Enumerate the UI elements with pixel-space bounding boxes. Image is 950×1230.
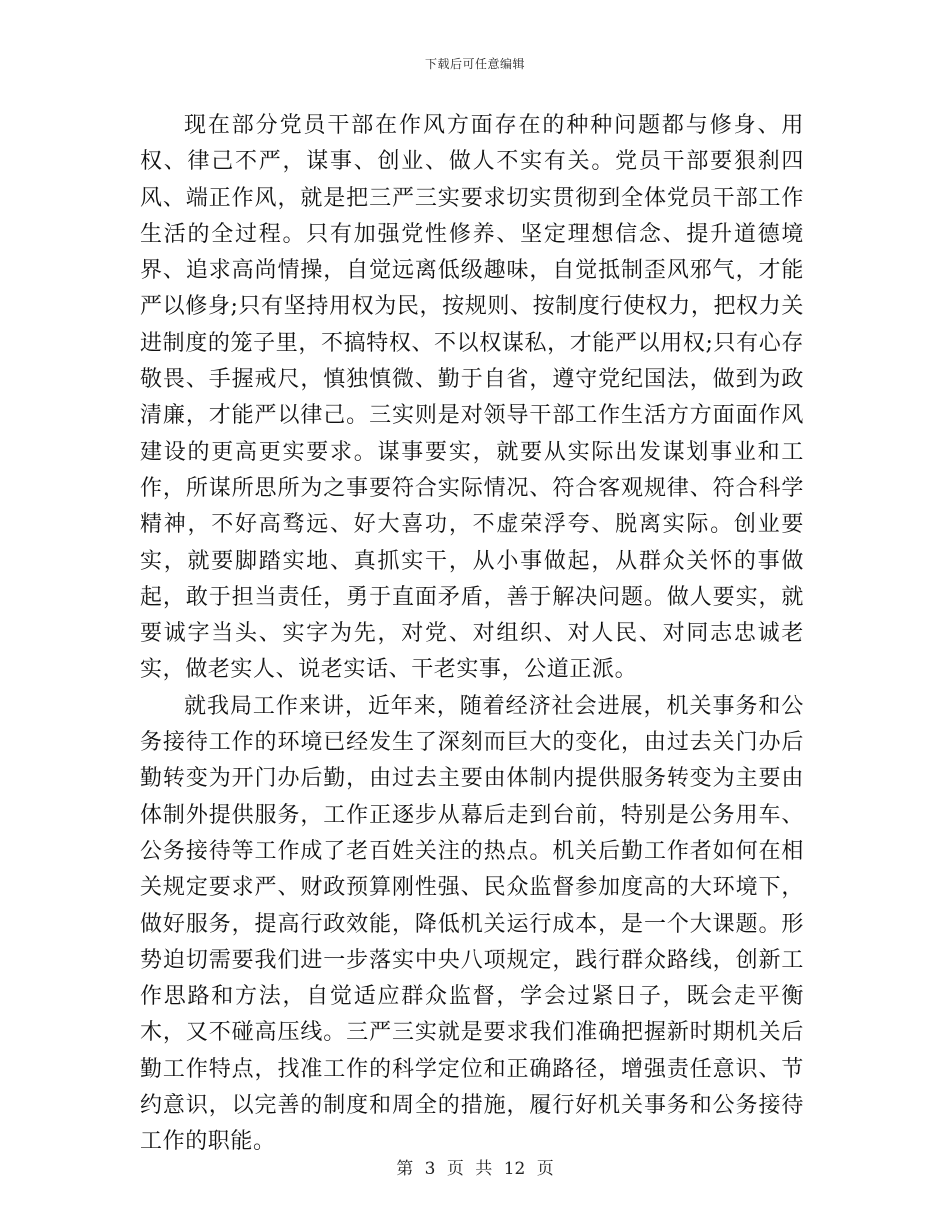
paragraph: 就我局工作来讲，近年来，随着经济社会进展，机关事务和公务接待工作的环境已经发生了深刻而巨大的变化，由过去关门办后勤转变为开门办后勤，由过去主要由体制内提供服务转变为主要由体制外提供服务，工作正逐步从幕后走到台前，特别是公务用车、公务接待等工作成了老百姓关注的热点。机关后勤工作者如何在相关规定要求严、财政预算刚性强、民众监督参加度高的大环境下，做好服务，提高行政效能，降低机关运行成本，是一个大课题。形势迫切需要我们进一步落实中央八项规定，践行群众路线，创新工作思路和方法，自觉适应群众监督，学会过紧日子，既会走平衡木，又不碰高压线。三严三实就是要求我们准确把握新时期机关后勤工作特点，找准工作的科学定位和正确路径，增强责任意识、节约意识，以完善的制度和周全的措施，履行好机关事务和公务接待工作的职能。 (140, 693, 804, 1155)
page-header-note: 下载后可任意编辑 (424, 57, 525, 71)
document-body (140, 108, 804, 1161)
page-number-footer: 第 3 页 共 12 页 (396, 1159, 554, 1179)
paragraph: 现在部分党员干部在作风方面存在的种种问题都与修身、用权、律己不严，谋事、创业、做人不实有关。党员干部要狠刹四风、端正作风，就是把三严三实要求切实贯彻到全体党员干部工作生活的全过程。只有加强党性修养、坚定理想信念、提升道德境界、追求高尚情操，自觉远离低级趣味，自觉抵制歪风邪气，才能严以修身;只有坚持用权为民，按规则、按制度行使权力，把权力关进制度的笼子里，不搞特权、不以权谋私，才能严以用权;只有心存敬畏、手握戒尺，慎独慎微、勤于自省，遵守党纪国法，做到为政清廉，才能严以律己。三实则是对领导干部工作生活方方面面作风建设的更高更实要求。谋事要实，就要从实际出发谋划事业和工作，所谋所思所为之事要符合实际情况、符合客观规律、符合科学精神，不好高骛远、好大喜功，不虚荣浮夸、脱离实际。创业要实，就要脚踏实地、真抓实干，从小事做起，从群众关怀的事做起，敢于担当责任，勇于直面矛盾，善于解决问题。做人要实，就要诚字当头、实字为先，对党、对组织、对人民、对同志忠诚老实，做老实人、说老实话、干老实事，公道正派。 (140, 113, 804, 683)
